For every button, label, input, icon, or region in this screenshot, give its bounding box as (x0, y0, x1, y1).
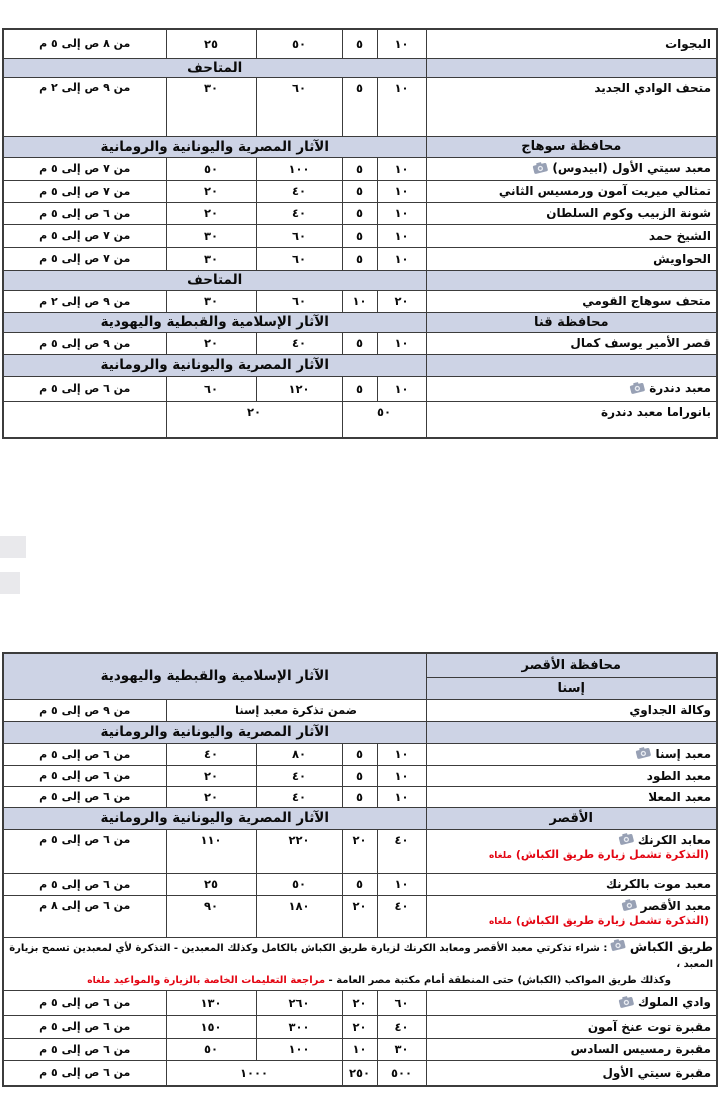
price-cell: ١٠ (377, 247, 426, 270)
price-cell: ١٠ (377, 743, 426, 765)
price-cell: ١٠ (377, 332, 426, 354)
site-name-cell: الحواويش (426, 247, 717, 270)
site-row (3, 247, 717, 270)
site-row (3, 1060, 717, 1086)
site-name-cell: معبد سيتي الأول (ابيدوس) (426, 157, 717, 180)
price-cell: ٣٠ (166, 290, 256, 312)
visiting-hours-cell: من ٦ ص إلى ٥ م (3, 202, 166, 224)
price-cell: ١٠ (377, 376, 426, 401)
site-row (3, 873, 717, 895)
price-cell: ١٨٠ (256, 895, 342, 937)
section-header-row (3, 270, 717, 290)
price-cell: ٥ (342, 332, 377, 354)
site-row (3, 990, 717, 1015)
price-cell: ٥٠ (166, 1038, 256, 1060)
site-name-cell: وادي الملوك (426, 990, 717, 1015)
visiting-hours-cell (3, 401, 166, 438)
governorate-cell (426, 58, 717, 77)
site-name-cell: مقبرة توت عنخ آمون (426, 1015, 717, 1038)
site-row (3, 332, 717, 354)
price-cell: ٥ (342, 180, 377, 202)
price-cell: ١٠ (377, 202, 426, 224)
visiting-hours-cell: من ٦ ص إلى ٥ م (3, 376, 166, 401)
site-name-cell: قصر الأمير يوسف كمال (426, 332, 717, 354)
price-cell: ٥٠ (256, 873, 342, 895)
price-cell: ٣٠ (166, 224, 256, 247)
site-row (3, 180, 717, 202)
price-cell: ٦٠ (377, 990, 426, 1015)
price-cell: ٥ (342, 77, 377, 136)
site-name-cell: معبد إسنا (426, 743, 717, 765)
lower-price-table (2, 652, 718, 1087)
price-cell: ٤٠ (256, 786, 342, 807)
site-row (3, 699, 717, 721)
site-row (3, 224, 717, 247)
price-cell: ١٣٠ (166, 990, 256, 1015)
price-cell: ٥ (342, 224, 377, 247)
red-note: (التذكرة تشمل زيارة طريق الكباش) ملغاه (488, 848, 709, 861)
camera-icon (635, 746, 653, 763)
category-header-cell: الآثار المصرية واليونانية والرومانية (3, 354, 426, 376)
visiting-hours-cell: من ٦ ص إلى ٥ م (3, 1015, 166, 1038)
site-row (3, 376, 717, 401)
governorate-cell: محافظة الأقصر (426, 653, 717, 677)
price-cell: ٥٠ (256, 29, 342, 58)
price-cell: ١٠ (377, 77, 426, 136)
upper-price-table (2, 28, 718, 439)
site-name-cell: معبد الأقصر (التذكرة تشمل زيارة طريق الكباش) ملغاه (426, 895, 717, 937)
section-header-row (3, 136, 717, 157)
visiting-hours-cell: من ٧ ص إلى ٥ م (3, 180, 166, 202)
merged-price-cell: ١٠٠٠ (166, 1060, 342, 1086)
price-cell: ٢٠ (342, 829, 377, 873)
visiting-hours-cell: من ٦ ص إلى ٥ م (3, 829, 166, 873)
visiting-hours-cell: من ٦ ص إلى ٥ م (3, 1060, 166, 1086)
price-cell: ٥٠٠ (377, 1060, 426, 1086)
red-note: (التذكرة تشمل زيارة طريق الكباش) ملغاه (488, 914, 709, 927)
governorate-cell (426, 270, 717, 290)
governorate-cell: محافظة قنا (426, 312, 717, 332)
category-header-cell: الآثار المصرية واليونانية والرومانية (3, 136, 426, 157)
price-cell: ٥ (342, 202, 377, 224)
site-name-cell: معبد المعلا (426, 786, 717, 807)
price-cell: ٤٠ (377, 895, 426, 937)
note-line-1: طريق الكباش : شراء تذكرتي معبد الأقصر ومعابد الكرنك لزيارة طريق الكباش بالكامل وكذلك المعبدين - التذكرة لأي لمعبدين تسمح بزيارة المعبد ، (9, 938, 713, 970)
camera-icon (618, 994, 636, 1011)
visiting-hours-cell: من ٦ ص إلى ٥ م (3, 1038, 166, 1060)
price-cell: ١٢٠ (256, 376, 342, 401)
price-cell: ٤٠ (377, 1015, 426, 1038)
price-cell: ٢٠ (342, 990, 377, 1015)
site-row (3, 202, 717, 224)
price-cell: ٥ (342, 376, 377, 401)
price-cell: ١٠ (377, 224, 426, 247)
section-header-row (3, 807, 717, 829)
category-header-cell: المتاحف (3, 58, 426, 77)
site-row (3, 829, 717, 873)
camera-icon (609, 937, 628, 957)
price-cell: ٢٠ (342, 895, 377, 937)
site-row (3, 743, 717, 765)
site-row (3, 77, 717, 136)
section-header-row (3, 354, 717, 376)
price-cell: ٢٠ (377, 290, 426, 312)
site-row (3, 401, 717, 438)
visiting-hours-cell: من ٦ ص إلى ٥ م (3, 743, 166, 765)
rams-road-note-row (3, 937, 717, 990)
visiting-hours-cell: من ٦ ص إلى ٥ م (3, 990, 166, 1015)
price-cell: ٦٠ (256, 77, 342, 136)
visiting-hours-cell: من ٩ ص إلى ٥ م (3, 332, 166, 354)
price-cell: ١٠٠ (256, 157, 342, 180)
price-cell: ٥ (342, 786, 377, 807)
site-name-cell: الشيخ حمد (426, 224, 717, 247)
price-cell: ٥ (342, 247, 377, 270)
price-cell: ٢٠ (166, 202, 256, 224)
category-header-cell: الآثار المصرية واليونانية والرومانية (3, 721, 426, 743)
governorate-cell: محافظة سوهاج (426, 136, 717, 157)
site-name-cell: متحف الوادي الجديد (426, 77, 717, 136)
price-cell: ١٠ (377, 873, 426, 895)
visiting-hours-cell: من ٦ ص إلى ٥ م (3, 873, 166, 895)
section-header-row (3, 58, 717, 77)
visiting-hours-cell: من ٧ ص إلى ٥ م (3, 247, 166, 270)
site-row (3, 157, 717, 180)
site-name-cell: تمثالي ميريت آمون ورمسيس الثاني (426, 180, 717, 202)
visiting-hours-cell: من ٩ ص إلى ٥ م (3, 699, 166, 721)
camera-icon (532, 160, 550, 177)
category-header-cell: الآثار الإسلامية والقبطية واليهودية (3, 653, 426, 699)
category-header-cell: المتاحف (3, 270, 426, 290)
governorate-cell (426, 354, 717, 376)
visiting-hours-cell: من ٩ ص إلى ٢ م (3, 290, 166, 312)
visiting-hours-cell: من ٦ ص إلى ٨ م (3, 895, 166, 937)
price-cell: ٥ (342, 873, 377, 895)
price-cell: ٦٠ (256, 247, 342, 270)
visiting-hours-cell: من ٧ ص إلى ٥ م (3, 157, 166, 180)
price-cell: ٦٠ (166, 376, 256, 401)
price-cell: ٢٥٠ (342, 1060, 377, 1086)
site-name-cell: معابد الكرنك (التذكرة تشمل زيارة طريق الكباش) ملغاه (426, 829, 717, 873)
site-row (3, 29, 717, 58)
merged-price-cell: ضمن تذكرة معبد إسنا (166, 699, 426, 721)
merged-price-cell: ٥٠ (342, 401, 426, 438)
price-cell: ٢٢٠ (256, 829, 342, 873)
site-name-cell: شونة الزبيب وكوم السلطان (426, 202, 717, 224)
site-name-cell: مقبرة سيتي الأول (426, 1060, 717, 1086)
price-cell: ١٠ (377, 157, 426, 180)
price-cell: ٤٠ (256, 765, 342, 786)
price-cell: ٢٠ (166, 180, 256, 202)
price-cell: ٥ (342, 765, 377, 786)
price-cell: ٤٠ (256, 180, 342, 202)
price-cell: ١٠ (342, 1038, 377, 1060)
governorate-header-row (3, 653, 717, 677)
price-cell: ٢٠ (342, 1015, 377, 1038)
price-cell: ٤٠ (166, 743, 256, 765)
price-cell: ٦٠ (256, 290, 342, 312)
visiting-hours-cell: من ٩ ص إلى ٢ م (3, 77, 166, 136)
price-cell: ٤٠ (256, 332, 342, 354)
category-header-cell: الآثار الإسلامية والقبطية واليهودية (3, 312, 426, 332)
price-cell: ٤٠ (377, 829, 426, 873)
price-cell: ١١٠ (166, 829, 256, 873)
price-cell: ٣٠ (166, 247, 256, 270)
site-row (3, 895, 717, 937)
note-title: طريق الكباش (629, 938, 713, 954)
scan-artifact (0, 572, 20, 594)
scan-artifact (0, 536, 26, 558)
price-cell: ٢٠ (166, 765, 256, 786)
price-cell: ١٠٠ (256, 1038, 342, 1060)
governorate-cell (426, 721, 717, 743)
price-cell: ٢٥ (166, 29, 256, 58)
price-cell: ١٠ (377, 786, 426, 807)
price-cell: ٥ (342, 743, 377, 765)
visiting-hours-cell: من ٦ ص إلى ٥ م (3, 765, 166, 786)
merged-price-cell: ٢٠ (166, 401, 342, 438)
site-row (3, 765, 717, 786)
price-cell: ٤٠ (256, 202, 342, 224)
price-cell: ٥ (342, 157, 377, 180)
site-row (3, 290, 717, 312)
price-cell: ٦٠ (256, 224, 342, 247)
section-header-row (3, 721, 717, 743)
site-name-cell: متحف سوهاج القومي (426, 290, 717, 312)
price-cell: ١٠ (377, 29, 426, 58)
site-name-cell: بانوراما معبد دندرة (426, 401, 717, 438)
sub-area-cell: إسنا (426, 677, 717, 699)
visiting-hours-cell: من ٦ ص إلى ٥ م (3, 786, 166, 807)
site-name-cell: معبد موت بالكرنك (426, 873, 717, 895)
price-cell: ١٠ (342, 290, 377, 312)
note-line-2: وكذلك طريق المواكب (الكباش) حتى المنطقة أمام مكتبة مصر العامة - مراجعة التعليمات الخاصة بالزيارة والمواعيد ملغاه (87, 974, 671, 986)
price-cell: ٩٠ (166, 895, 256, 937)
site-name-cell: البجوات (426, 29, 717, 58)
governorate-cell: الأقصر (426, 807, 717, 829)
site-row (3, 1038, 717, 1060)
price-cell: ٥ (342, 29, 377, 58)
rams-road-note (3, 937, 717, 990)
price-cell: ١٠ (377, 180, 426, 202)
site-name-cell: مقبرة رمسيس السادس (426, 1038, 717, 1060)
price-cell: ٣٠٠ (256, 1015, 342, 1038)
price-cell: ١٠ (377, 765, 426, 786)
visiting-hours-cell: من ٧ ص إلى ٥ م (3, 224, 166, 247)
site-name-cell: وكالة الجداوي (426, 699, 717, 721)
price-cell: ١٥٠ (166, 1015, 256, 1038)
price-cell: ٣٠ (166, 77, 256, 136)
price-cell: ٢٠ (166, 332, 256, 354)
site-row (3, 1015, 717, 1038)
price-cell: ٣٠ (377, 1038, 426, 1060)
price-cell: ٨٠ (256, 743, 342, 765)
camera-icon (629, 380, 647, 397)
price-cell: ٢٦٠ (256, 990, 342, 1015)
site-row (3, 786, 717, 807)
price-cell: ٥٠ (166, 157, 256, 180)
site-name-cell: معبد الطود (426, 765, 717, 786)
price-cell: ٢٠ (166, 786, 256, 807)
visiting-hours-cell: من ٨ ص إلى ٥ م (3, 29, 166, 58)
price-cell: ٢٥ (166, 873, 256, 895)
site-name-cell: معبد دندرة (426, 376, 717, 401)
section-header-row (3, 312, 717, 332)
category-header-cell: الآثار المصرية واليونانية والرومانية (3, 807, 426, 829)
